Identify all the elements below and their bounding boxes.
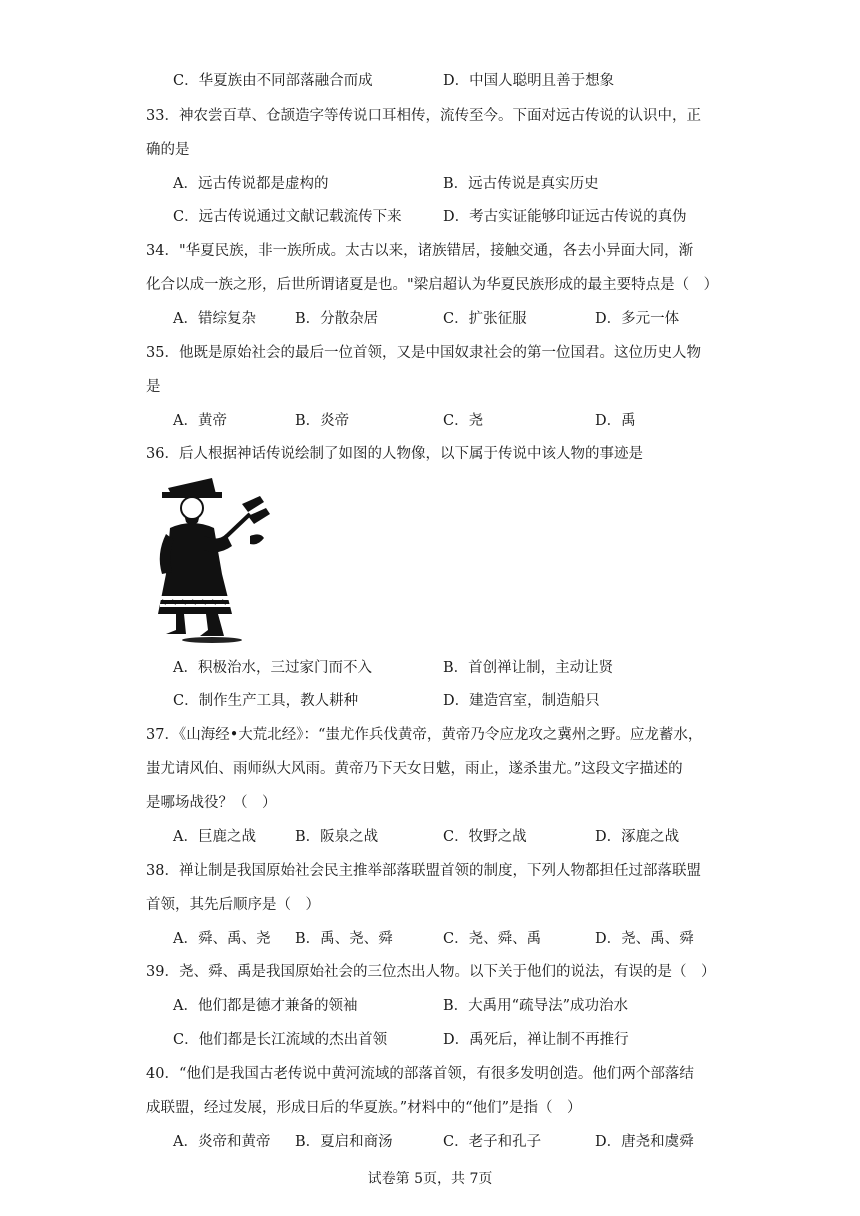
- q37-option-c: C．牧野之战: [443, 829, 527, 845]
- q40-stem-line2: 成联盟，经过发展，形成日后的华夏族。”材料中的“他们”是指（ ）: [146, 1100, 582, 1116]
- q36-option-d: D．建造宫室，制造船只: [443, 693, 600, 709]
- q35-option-c: C．尧: [443, 413, 484, 429]
- q34-option-a: A．错综复杂: [173, 311, 256, 327]
- q36-option-b: B．首创禅让制，主动让贤: [443, 660, 614, 676]
- q37-stem-line1: 37．《山海经•大荒北经》：“蚩尤作兵伐黄帝，黄帝乃令应龙攻之冀州之野。应龙蓄水，: [146, 727, 703, 743]
- q40-option-b: B．夏启和商汤: [295, 1134, 393, 1150]
- q33-stem-line1: 33．神农尝百草、仓颉造字等传说口耳相传，流传至今。下面对远古传说的认识中，正: [146, 108, 701, 124]
- q38-option-a: A．舜、禹、尧: [173, 931, 271, 947]
- q38-stem-line2: 首领，其先后顺序是（ ）: [146, 897, 320, 913]
- q32-option-c: C．华夏族由不同部落融合而成: [173, 73, 373, 89]
- q40-option-d: D．唐尧和虞舜: [595, 1134, 694, 1150]
- q38-option-c: C．尧、舜、禹: [443, 931, 542, 947]
- q40-option-c: C．老子和孔子: [443, 1134, 542, 1150]
- q37-option-a: A．巨鹿之战: [173, 829, 256, 845]
- q36-option-a: A．积极治水，三过家门而不入: [173, 660, 372, 676]
- q35-option-d: D．禹: [595, 413, 636, 429]
- q33-option-c: C．远古传说通过文献记载流传下来: [173, 209, 402, 225]
- q34-option-b: B．分散杂居: [295, 311, 379, 327]
- q39-option-c: C．他们都是长江流域的杰出首领: [173, 1032, 388, 1048]
- q34-stem-line1: 34．"华夏民族，非一族所成。太古以来，诸族错居，接触交通，各去小异面大同，渐: [146, 243, 694, 259]
- q34-option-c: C．扩张征服: [443, 311, 527, 327]
- q37-stem-line2: 蚩尤请风伯、雨师纵大风雨。黄帝乃下天女日魃，雨止，遂杀蚩尤。”这段文字描述的: [146, 761, 683, 777]
- q37-option-d: D．涿鹿之战: [595, 829, 680, 845]
- q38-option-d: D．尧、禹、舜: [595, 931, 694, 947]
- q34-option-d: D．多元一体: [595, 311, 680, 327]
- q35-stem-line2: 是: [146, 379, 161, 395]
- q36-option-c: C．制作生产工具，教人耕种: [173, 693, 359, 709]
- q38-stem-line1: 38．禅让制是我国原始社会民主推举部落联盟首领的制度，下列人物都担任过部落联盟: [146, 863, 701, 879]
- q39-option-b: B．大禹用“疏导法”成功治水: [443, 998, 628, 1014]
- q33-stem-line2: 确的是: [146, 142, 190, 158]
- q37-stem-line3: 是哪场战役？（ ）: [146, 795, 277, 811]
- yu-portrait-figure: [152, 474, 274, 646]
- q39-option-a: A．他们都是德才兼备的领袖: [173, 998, 358, 1014]
- q33-option-a: A．远古传说都是虚构的: [173, 176, 329, 192]
- q40-option-a: A．炎帝和黄帝: [173, 1134, 271, 1150]
- page-footer: 试卷第 5页，共 7页: [367, 1171, 493, 1187]
- q34-stem-line2: 化合以成一族之形，后世所谓诸夏是也。"梁启超认为华夏民族形成的最主要特点是（ ）: [146, 277, 719, 293]
- q33-option-d: D．考古实证能够印证远古传说的真伪: [443, 209, 687, 225]
- q35-option-b: B．炎帝: [295, 413, 350, 429]
- q37-option-b: B．阪泉之战: [295, 829, 379, 845]
- q35-option-a: A．黄帝: [173, 413, 227, 429]
- q33-option-b: B．远古传说是真实历史: [443, 176, 599, 192]
- q35-stem-line1: 35．他既是原始社会的最后一位首领，又是中国奴隶社会的第一位国君。这位历史人物: [146, 345, 701, 361]
- q36-stem-line1: 36．后人根据神话传说绘制了如图的人物像，以下属于传说中该人物的事迹是: [146, 446, 643, 462]
- q39-stem-line1: 39．尧、舜、禹是我国原始社会的三位杰出人物。以下关于他们的说法，有误的是（ ）: [146, 964, 716, 980]
- q32-option-d: D．中国人聪明且善于想象: [443, 73, 615, 89]
- q40-stem-line1: 40．“他们是我国古老传说中黄河流域的部落首领，有很多发明创造。他们两个部落结: [146, 1066, 694, 1082]
- q39-option-d: D．禹死后，禅让制不再推行: [443, 1032, 629, 1048]
- q38-option-b: B．禹、尧、舜: [295, 931, 393, 947]
